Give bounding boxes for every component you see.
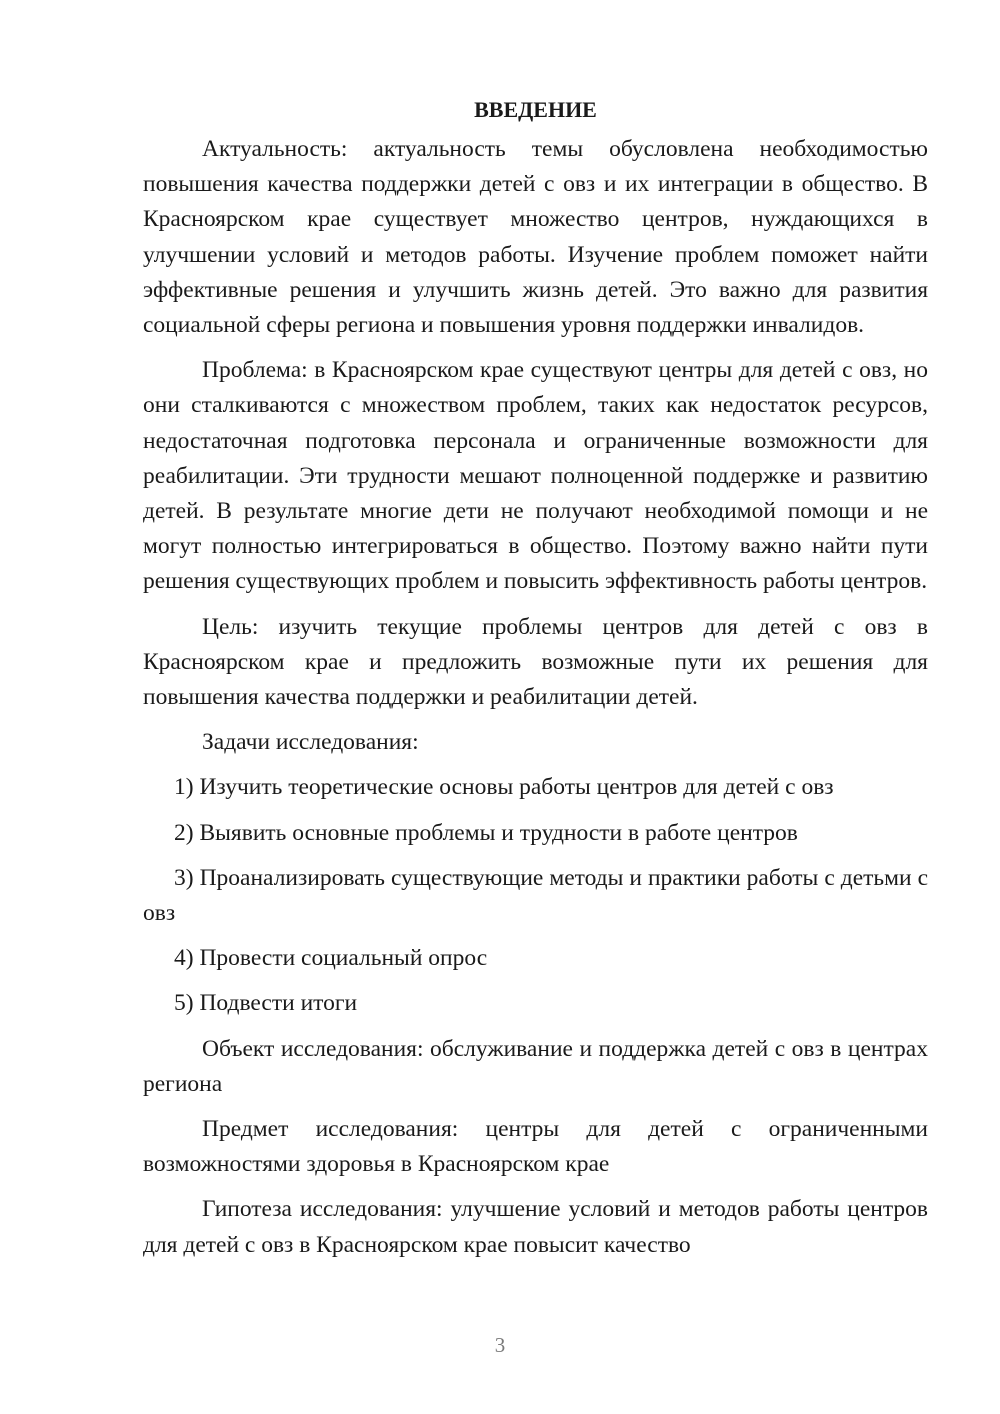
section-title: ВВЕДЕНИЕ (474, 97, 597, 122)
page-content (143, 92, 928, 1263)
paragraph-object: Объект исследования: обслуживание и поддержка детей с овз в центрах региона (143, 1035, 928, 1097)
paragraph-problem: Проблема: в Красноярском крае существуют центры для детей с овз, но они сталкиваются с множеством проблем, таких как недостаток ресурсов, недостаточная подготовка персонала и ограниченные возможности для реабилитации. Эти трудности мешают полноценной поддержке и развитию детей. В результате многие дети не получают необходимой помощи и не могут полностью интегрироваться в общество. Поэтому важно найти пути решения существующих проблем и повысить эффективность работы центров. (143, 357, 928, 595)
paragraph-hypothesis: Гипотеза исследования: улучшение условий и методов работы центров для детей с овз в Красноярском крае повысит качество (143, 1196, 928, 1258)
task-item: 1) Изучить теоретические основы работы центров для детей с овз (174, 774, 834, 801)
paragraph-goal: Цель: изучить текущие проблемы центров для детей с овз в Красноярском крае и предложить возможные пути их решения для повышения качества поддержки и реабилитации детей. (143, 613, 928, 711)
page-number: 3 (494, 1333, 506, 1357)
task-item: 4) Провести социальный опрос (174, 945, 488, 972)
paragraph-subject: Предмет исследования: центры для детей с ограниченными возможностями здоровья в Красноярском крае (143, 1116, 928, 1178)
paragraph-relevance: Актуальность: актуальность темы обусловлена необходимостью повышения качества поддержки детей с овз и их интеграции в общество. В Красноярском крае существует множество центров, нуждающихся в улучшении условий и методов работы. Изучение проблем поможет найти эффективные решения и улучшить жизнь детей. Это важно для развития социальной сферы региона и повышения уровня поддержки инвалидов. (143, 136, 928, 339)
task-item: 2) Выявить основные проблемы и трудности в работе центров (174, 819, 798, 846)
tasks-heading: Задачи исследования: (202, 729, 419, 756)
task-item: 5) Подвести итоги (174, 990, 358, 1017)
task-item: 3) Проанализировать существующие методы и практики работы с детьми с овз (143, 864, 928, 927)
